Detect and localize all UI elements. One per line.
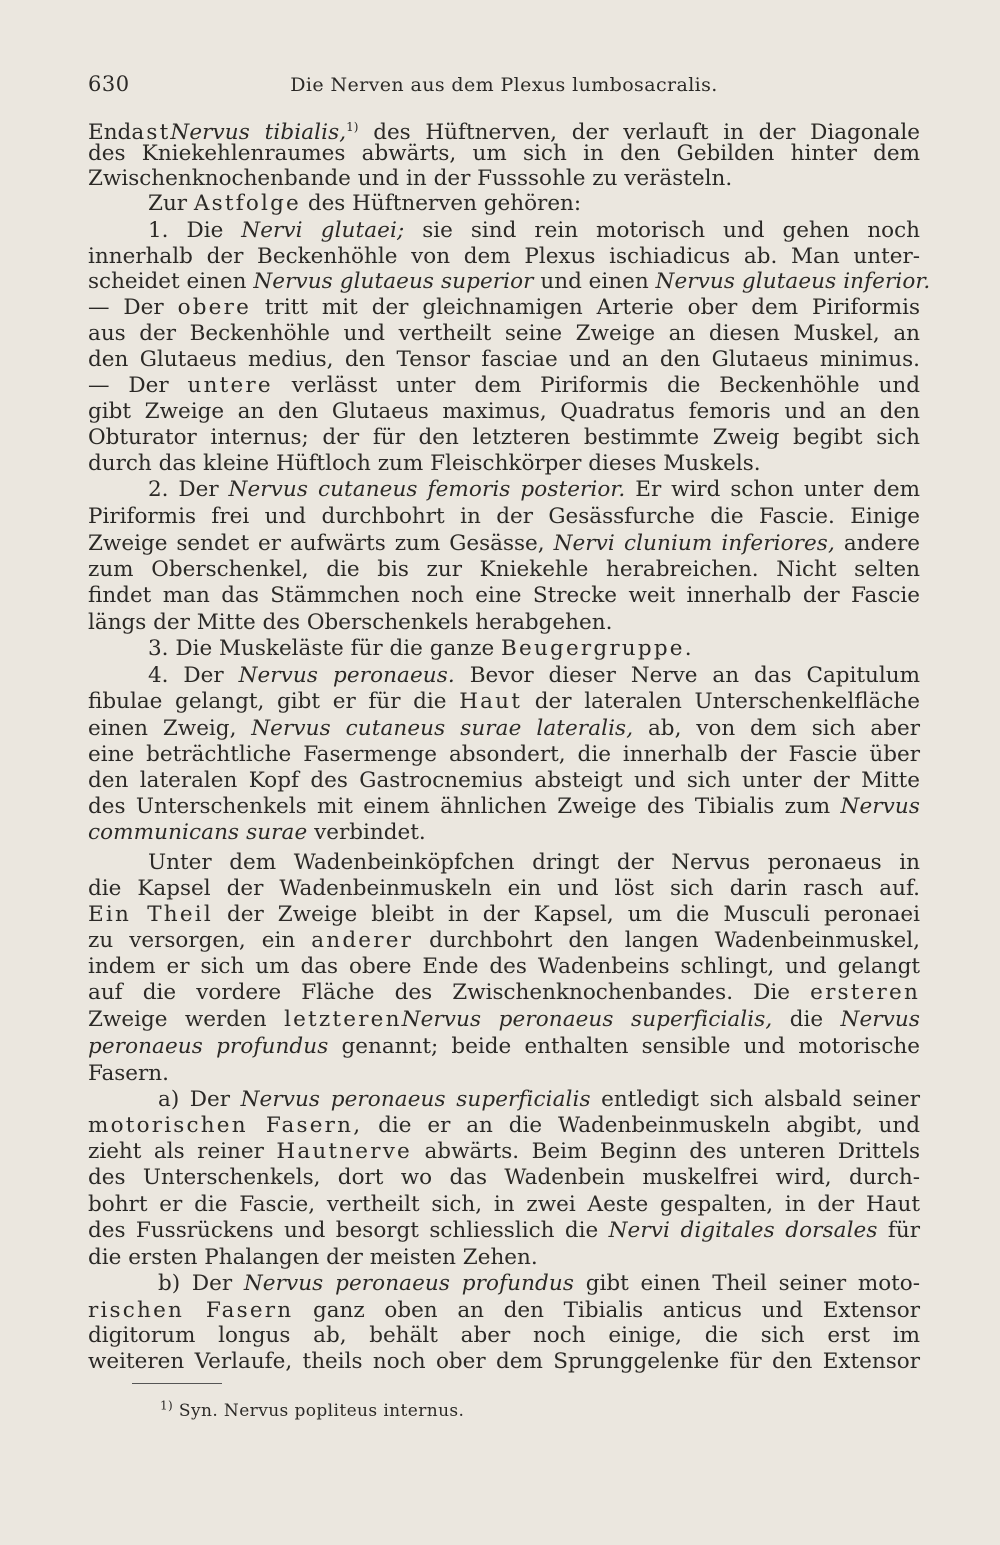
italic-term: peronaeus profundus [88,1034,329,1059]
text-line [88,166,920,192]
text-run: gibt einen Theil seiner moto- [574,1271,920,1296]
italic-term: Nervus peronaeus superficialis [240,1087,591,1112]
footnote [160,1398,465,1421]
spaced-emphasis: ersteren [810,980,920,1005]
italic-term: Nervi glutaei; [241,218,405,243]
text-run: und einen [533,269,656,294]
text-run: längs der Mitte des Oberschenkels herabgehen. [88,610,613,635]
text-run: abwärts. Beim Beginn des unteren Drittels [411,1139,921,1164]
text-run: andere [834,531,920,556]
running-head: Die Nerven aus dem Plexus lumbosacralis. [290,74,718,96]
text-run: genannt; beide enthalten sensible und motorische [328,1034,920,1059]
text-run: die Kapsel der Wadenbeinmuskeln ein und löst sich darin rasch auf. [88,876,920,901]
spaced-emphasis: obere [177,295,251,320]
text-run: findet man das Stämmchen noch eine Strecke weit innerhalb der Fascie [88,583,920,608]
text-line [88,1165,920,1191]
spaced-emphasis: motorischen Fasern, [88,1113,363,1138]
italic-term: Nervus cutaneus femoris posterior. [228,477,626,502]
text-run: auf die vordere Fläche des Zwischenknochenbandes. Die [88,980,811,1005]
text-run: weiteren Verlaufe, theils noch ober dem Sprunggelenke für den Extensor [88,1349,920,1374]
spaced-emphasis: Astfolge [193,191,301,216]
text-run: End [88,120,132,145]
text-line [88,1218,920,1244]
text-run: die ersten Phalangen der meisten Zehen. [88,1245,538,1270]
footnote-rule [132,1383,222,1384]
text-run: verlässt unter dem Piriformis die Beckenhöhle und [272,373,920,398]
text-run: Piriformis frei und durchbohrt in der Gesässfurche die Fascie. Einige [88,504,920,529]
text-run: Zweige werden [88,1007,285,1032]
text-run: des Hüftnerven gehören: [300,191,582,216]
text-line [88,610,920,636]
text-run: digitorum longus ab, behält aber noch einige, die sich erst im [88,1323,920,1348]
text-run: verlauft in der Diagonale [623,120,921,145]
text-line [88,794,920,820]
text-run: entledigt sich alsbald seiner [590,1087,920,1112]
text-run: ganz oben an den Tibialis anticus und Extensor [293,1298,920,1323]
text-run: des Hüftnerven, der [358,120,624,145]
text-line [88,1323,920,1349]
text-line [88,321,920,347]
text-run: indem er sich um das obere Ende des Wadenbeins schlingt, und gelangt [88,954,920,979]
italic-term: Nervus peronaeus superficialis, [401,1007,773,1032]
text-run: des Fussrückens und besorgt schliesslich die [88,1218,609,1243]
text-line [88,531,920,557]
text-line [88,1061,920,1087]
text-line [88,295,920,321]
text-run: durchbohrt den langen Wadenbeinmuskel, [413,928,920,953]
spaced-emphasis: Beugergruppe. [501,636,694,661]
text-run: Bevor dieser Nerve an das Capitulum [454,663,921,688]
text-run: — Der [88,373,188,398]
text-line [88,399,920,425]
italic-term: Nervus glutaeus inferior. [655,269,931,294]
text-line [88,742,920,768]
text-run: 1. Die [148,218,242,243]
spaced-emphasis: untere [187,373,273,398]
text-line [148,191,920,217]
text-run: Zweige sendet er aufwärts zum Gesässe, [88,531,554,556]
text-line [88,980,920,1006]
text-line [88,716,920,742]
text-run: sie sind rein motorisch und gehen noch [404,218,920,243]
text-run: Zwischenknochenbande und in der Fusssohle zu verästeln. [88,166,733,191]
italic-term: Nervus [840,794,920,819]
text-run: gibt Zweige an den Glutaeus maximus, Quadratus femoris und an den [88,399,920,424]
spaced-emphasis: Ein Theil [88,902,213,927]
spaced-emphasis: Hautnerve [276,1139,412,1164]
italic-term: Nervi clunium inferiores, [553,531,835,556]
text-line [88,583,920,609]
text-line [88,141,920,167]
text-run: scheidet einen [88,269,254,294]
footnote-text: Syn. Nervus popliteus internus. [173,1401,465,1421]
text-run: 2. Der [148,477,229,502]
text-run: des Unterschenkels mit einem ähnlichen Zweige des Tibialis zum [88,794,841,819]
italic-term: Nervus glutaeus superior [253,269,534,294]
text-run: der Zweige bleibt in der Kapsel, um die Musculi peronaei [212,902,920,927]
text-run: durch das kleine Hüftloch zum Fleischkörper dieses Muskels. [88,451,761,476]
text-line [88,244,920,270]
text-run: die er an die Wadenbeinmuskeln abgibt, und [362,1113,920,1138]
text-line [88,689,920,715]
text-run: des Unterschenkels, dort wo das Wadenbein muskelfrei wird, durch- [88,1165,920,1190]
text-run: bohrt er die Fascie, vertheilt sich, in zwei Aeste gespalten, in der Haut [88,1192,920,1217]
text-line [88,451,920,477]
italic-term: Nervus tibialis, [170,120,347,145]
text-run: verbindet. [307,820,426,845]
text-line [148,663,920,689]
text-run: Obturator internus; der für den letzteren bestimmte Zweig begibt sich [88,425,920,450]
text-line [148,850,920,876]
text-run: 3. Die Muskeläste für die ganze [148,636,502,661]
text-line [88,557,920,583]
text-line [88,902,920,928]
text-run: Fasern. [88,1061,169,1086]
text-run: aus der Beckenhöhle und vertheilt seine Zweige an diesen Muskel, an [88,321,920,346]
text-run: 4. Der [148,663,239,688]
text-line [148,218,920,244]
spaced-emphasis: Haut [459,689,523,714]
italic-term: Nervi digitales dorsales [608,1218,878,1243]
text-run: den Glutaeus medius, den Tensor fasciae und an den Glutaeus minimus. [88,347,920,372]
text-run: fibulae gelangt, gibt er für die [88,689,460,714]
text-line [88,1113,920,1139]
spaced-emphasis: rischen Fasern [88,1298,294,1323]
text-run: a) Der [158,1087,241,1112]
italic-term: Nervus peronaeus profundus [243,1271,574,1296]
text-line [88,425,920,451]
text-line [88,1139,920,1165]
text-run: für [877,1218,920,1243]
spaced-emphasis: anderer [311,928,414,953]
text-run: tritt mit der gleichnamigen Arterie ober dem Piriformis [251,295,920,320]
text-line [88,876,920,902]
page-header [88,72,920,102]
text-line [88,1245,920,1271]
text-run: Zur [148,191,194,216]
text-line [158,1271,920,1297]
text-run: Er wird schon unter dem [625,477,921,502]
text-line [88,1349,920,1375]
text-run: b) Der [158,1271,244,1296]
text-run: ab, von dem sich aber [633,716,920,741]
text-line [88,1298,920,1324]
text-line [88,373,920,399]
italic-term: Nervus peronaeus. [238,663,455,688]
text-line [88,1034,920,1060]
text-run: Unter dem Wadenbeinköpfchen dringt der Nervus peronaeus in [148,850,920,875]
text-line [88,1007,920,1033]
footnote-ref[interactable]: 1) [346,119,359,134]
text-run: eine beträchtliche Fasermenge absondert, die innerhalb der Fascie über [88,742,920,767]
text-run: einen Zweig, [88,716,252,741]
text-run: die [772,1007,841,1032]
text-run: zieht als reiner [88,1139,277,1164]
text-line [88,768,920,794]
text-line [88,347,920,373]
italic-term: communicans surae [88,820,308,845]
text-run: zu versorgen, ein [88,928,312,953]
footnote-mark: 1) [160,1398,174,1413]
text-line [88,954,920,980]
text-line [148,477,920,503]
page-number: 630 [88,72,130,96]
text-line [88,1192,920,1218]
text-run: der lateralen Unterschenkelfläche [522,689,920,714]
text-line [88,504,920,530]
text-run: innerhalb der Beckenhöhle von dem Plexus ischiadicus ab. Man unter- [88,244,920,269]
spaced-emphasis: letzteren [284,1007,402,1032]
text-run: — Der [88,295,178,320]
text-line [88,928,920,954]
text-run: zum Oberschenkel, die bis zur Kniekehle herabreichen. Nicht selten [88,557,920,582]
text-line [88,820,920,846]
text-run: den lateralen Kopf des Gastrocnemius absteigt und sich unter der Mitte [88,768,920,793]
italic-term: Nervus cutaneus surae lateralis, [251,716,634,741]
text-line [88,269,931,295]
spaced-emphasis: ast [131,120,171,145]
text-line [148,636,920,662]
text-run: des Kniekehlenraumes abwärts, um sich in den Gebilden hinter dem [88,141,920,166]
text-line [158,1087,920,1113]
italic-term: Nervus [840,1007,920,1032]
